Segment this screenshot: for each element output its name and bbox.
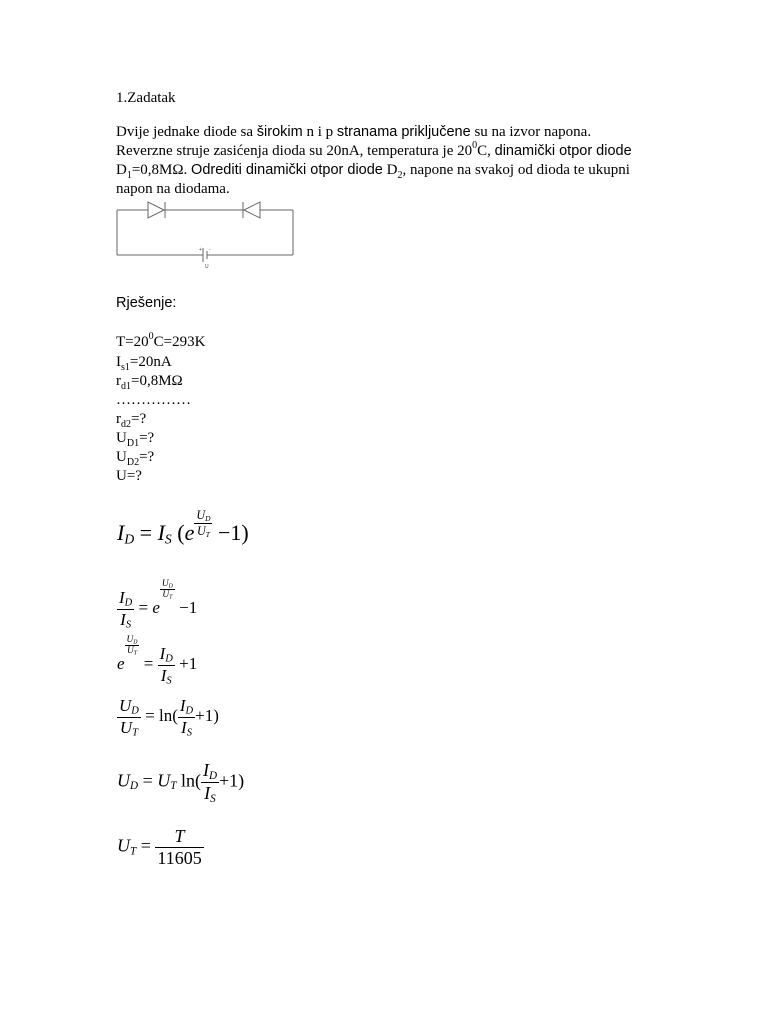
diode-2-symbol	[244, 202, 260, 218]
fraction	[117, 588, 134, 630]
symbol: U	[196, 523, 206, 538]
subscript: D2	[126, 457, 140, 468]
text-run: I	[116, 354, 121, 370]
text-run: =?	[131, 411, 147, 427]
text-run: r	[116, 411, 121, 427]
task-title: 1.Zadatak	[116, 90, 176, 106]
solution-heading: Rješenje:	[116, 295, 177, 311]
text-run: U	[116, 430, 127, 446]
fraction	[117, 696, 141, 738]
text-run: širokim	[256, 124, 303, 140]
symbol: U	[196, 507, 206, 522]
equation-thermal-voltage	[117, 826, 204, 869]
equation-diode-current	[117, 507, 249, 551]
text-run: n i p	[302, 124, 337, 140]
numerator	[178, 696, 195, 718]
subscript: T	[205, 529, 210, 539]
unknown-ud1	[116, 429, 154, 448]
subscript: s1	[121, 362, 130, 373]
symbol: I	[179, 696, 186, 715]
fraction	[155, 826, 203, 869]
symbol: I	[181, 717, 187, 737]
symbol: e	[152, 598, 160, 618]
symbol: U	[157, 770, 171, 791]
symbol: U	[127, 646, 134, 657]
subscript: S	[166, 675, 172, 687]
symbol: e	[117, 654, 125, 674]
task-line-3	[116, 161, 630, 180]
subscript: T	[132, 727, 139, 739]
task-line-2	[116, 142, 632, 161]
symbol: I	[202, 760, 209, 780]
text-run: Odrediti dinamički otpor diode	[191, 162, 383, 178]
symbol: I	[159, 644, 166, 663]
symbol: U	[117, 770, 130, 791]
numerator	[194, 508, 212, 524]
numerator	[160, 579, 175, 590]
unknown-u: U=?	[116, 468, 142, 484]
text-run: su na izvor napona.	[470, 124, 592, 140]
exponent	[194, 508, 212, 539]
circuit-diagram	[114, 198, 296, 272]
symbol: =	[143, 654, 154, 674]
symbol: +1	[179, 654, 198, 674]
subscript: d2	[121, 419, 131, 430]
subscript: D	[130, 780, 139, 793]
numerator	[201, 760, 219, 783]
text-run: D	[116, 162, 127, 178]
subscript: D	[165, 653, 173, 665]
numerator	[158, 644, 175, 666]
subscript: T	[169, 594, 173, 601]
numerator	[117, 696, 141, 718]
symbol: ln(	[180, 770, 201, 791]
symbol: U	[162, 590, 170, 601]
subscript: D	[208, 769, 217, 782]
exponent	[160, 579, 175, 601]
symbol: e	[184, 520, 195, 545]
subscript: d1	[121, 381, 131, 392]
numerator: T	[155, 826, 203, 848]
text-run: stranama priključene	[336, 124, 471, 140]
battery-u-label: U	[205, 264, 209, 270]
fraction	[178, 696, 195, 738]
battery-plus-label: +	[199, 247, 202, 253]
symbol: =	[142, 770, 153, 791]
given-temperature	[116, 333, 205, 352]
diode-1-symbol	[148, 202, 164, 218]
text-run: =0,8MΩ.	[131, 162, 192, 178]
symbol: (	[177, 520, 185, 545]
subscript: D	[168, 583, 173, 590]
unknown-rd2	[116, 410, 146, 429]
subscript: S	[125, 619, 132, 631]
denominator	[117, 610, 134, 631]
numerator	[125, 635, 140, 646]
text-run: =0,8MΩ	[131, 373, 183, 389]
fraction	[194, 508, 212, 539]
symbol: +1)	[195, 706, 219, 726]
fraction	[201, 760, 219, 805]
text-run: =20nA	[129, 354, 172, 370]
task-line-4: napon na diodama.	[116, 181, 230, 197]
subscript: D	[131, 705, 139, 717]
symbol: I	[204, 782, 211, 803]
denominator	[125, 646, 140, 656]
subscript: T	[133, 650, 137, 657]
symbol: U	[161, 578, 169, 589]
denominator	[160, 590, 175, 600]
subscript: D	[124, 597, 133, 609]
text-run: D	[382, 162, 398, 178]
subscript: T	[130, 845, 137, 858]
subscript: T	[170, 780, 177, 793]
subscript: S	[186, 727, 192, 739]
denominator	[178, 718, 195, 739]
superscript: 0	[472, 140, 478, 151]
symbol: U	[119, 717, 133, 737]
text-run: =?	[139, 449, 155, 465]
subscript: 1	[126, 170, 132, 181]
denominator	[194, 524, 212, 539]
text-run: T=20	[116, 334, 149, 350]
text-run: r	[116, 373, 121, 389]
text-run: dinamički otpor diode	[494, 143, 632, 159]
text-run: =?	[139, 430, 155, 446]
fraction	[158, 644, 175, 686]
text-run: U	[116, 449, 127, 465]
symbol: I	[160, 665, 167, 685]
equation-exponential	[117, 634, 198, 687]
battery-minus-label: -	[209, 247, 211, 253]
subscript: D	[133, 639, 138, 646]
fraction	[160, 579, 175, 601]
symbol: =	[140, 835, 151, 856]
subscript: S	[210, 792, 216, 805]
subscript: D	[185, 705, 194, 717]
symbol: I	[117, 520, 125, 545]
equation-current-ratio	[117, 578, 198, 631]
text-run: , napone na svakoj od dioda te ukupni	[402, 162, 630, 178]
subscript: D1	[126, 438, 140, 449]
text-run: Dvije jednake diode sa	[116, 124, 257, 140]
text-run: C=293K	[153, 334, 206, 350]
symbol: ln(	[158, 706, 178, 726]
denominator	[158, 666, 175, 687]
symbol: =	[145, 706, 155, 726]
symbol: U	[117, 835, 130, 856]
symbol: U	[126, 634, 134, 645]
task-line-1	[116, 123, 591, 142]
equation-log-ratio	[117, 696, 219, 738]
symbol: I	[157, 520, 165, 545]
symbol: U	[119, 696, 132, 715]
subscript: D	[205, 513, 211, 523]
denominator	[201, 783, 219, 805]
separator-dots: ……………	[116, 392, 191, 408]
subscript: D	[124, 531, 135, 547]
denominator: 11605	[157, 848, 202, 868]
text-run: C,	[477, 143, 495, 159]
unknown-ud2	[116, 448, 154, 467]
given-saturation-current	[116, 353, 172, 372]
symbol: =	[139, 520, 153, 545]
symbol: =	[138, 598, 149, 618]
equation-diode-voltage	[117, 760, 244, 805]
given-dynamic-resistance	[116, 372, 183, 391]
exponent	[125, 635, 140, 657]
symbol: −1)	[217, 520, 249, 545]
subscript: 2	[397, 170, 403, 181]
symbol: I	[120, 609, 126, 629]
symbol: −1	[179, 598, 198, 618]
symbol: I	[119, 588, 125, 607]
symbol: +1)	[219, 770, 245, 791]
superscript: 0	[148, 331, 154, 342]
denominator	[117, 718, 141, 739]
numerator	[117, 588, 134, 610]
subscript: S	[164, 531, 172, 547]
fraction	[125, 635, 140, 657]
text-run: Reverzne struje zasićenja dioda su 20nA, temperatura je 20	[116, 143, 473, 159]
